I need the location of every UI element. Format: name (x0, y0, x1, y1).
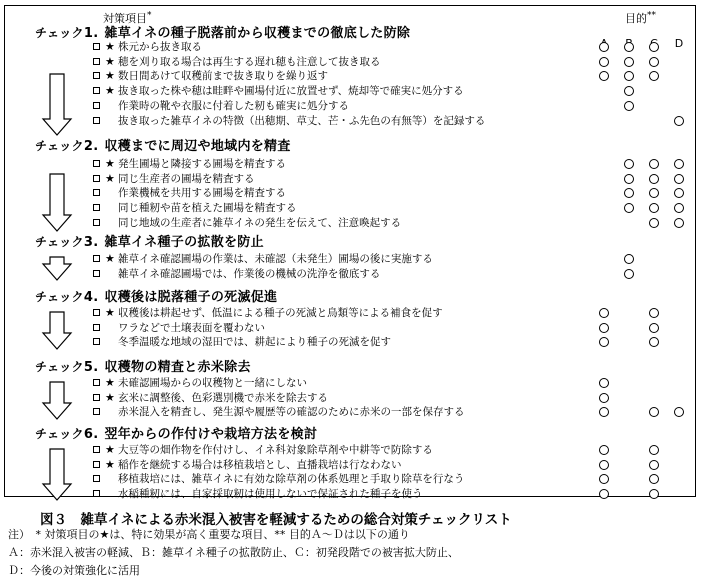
checkbox[interactable] (93, 446, 100, 453)
purpose-mark-circle-icon (649, 218, 659, 228)
purpose-mark-circle-icon (649, 337, 659, 347)
checkbox[interactable] (93, 87, 100, 94)
section-check-label: チェック (35, 139, 84, 153)
purpose-mark-circle-icon (649, 323, 659, 333)
star-icon: ★ (105, 157, 115, 170)
star-icon: ★ (105, 390, 115, 404)
purpose-mark-circle-icon (649, 203, 659, 213)
item-text: 数日間あけて収穫前まで抜き取りを繰り返す (118, 70, 328, 83)
purpose-mark-circle-icon (599, 489, 609, 499)
measures-header-label: 対策項目 (103, 12, 147, 25)
section-heading: 雑草イネの種子脱落前から収穫までの徹底した防除 (104, 26, 411, 41)
purpose-mark-circle-icon (649, 71, 659, 81)
item-text: 作業機械を共用する圃場を精査する (118, 187, 286, 200)
star-icon: ★ (105, 376, 115, 389)
section-check-label: チェック (35, 360, 84, 374)
section-heading: 収穫物の精査と赤米除去 (104, 360, 251, 375)
purpose-mark-circle-icon (649, 174, 659, 184)
purpose-mark-circle-icon (649, 188, 659, 198)
purpose-mark-circle-icon (599, 308, 609, 318)
section-number: 2. (83, 139, 99, 154)
down-arrow-icon (41, 173, 73, 233)
star-icon: ★ (105, 443, 115, 456)
purpose-mark-circle-icon (599, 393, 609, 403)
section-heading: 雑草イネ種子の拡散を防止 (104, 235, 264, 250)
checkbox[interactable] (93, 394, 100, 401)
section-title (35, 289, 277, 306)
section-title (35, 234, 264, 251)
section-number: 6. (83, 427, 99, 442)
item-text: 稲作を継続する場合は移植栽培とし、直播栽培は行なわない (118, 458, 402, 471)
checkbox[interactable] (93, 117, 100, 124)
purpose-mark-circle-icon (624, 174, 634, 184)
purpose-mark-circle-icon (624, 86, 634, 96)
item-text: 作業時の靴や衣服に付着した籾も確実に処分する (118, 99, 349, 112)
item-text: 発生圃場と隣接する圃場を精査する (118, 158, 286, 170)
section-check-label: チェック (35, 427, 84, 441)
purpose-mark-circle-icon (649, 159, 659, 169)
purpose-mark-circle-icon (599, 460, 609, 470)
purpose-mark-circle-icon (599, 42, 609, 52)
purpose-mark-circle-icon (599, 71, 609, 81)
purpose-mark-circle-icon (649, 407, 659, 417)
item-text: 大豆等の畑作物を作付けし、イネ科対象除草剤や中耕等で防除する (118, 444, 433, 456)
section-title (35, 25, 410, 42)
star-icon: ★ (105, 54, 115, 68)
checkbox[interactable] (93, 255, 100, 262)
purpose-mark-circle-icon (649, 42, 659, 52)
down-arrow-icon (41, 381, 73, 421)
purpose-header-label: 目的 (625, 12, 647, 25)
column-header-d: D (674, 37, 684, 50)
checkbox[interactable] (93, 102, 100, 109)
section-check-label: チェック (35, 290, 84, 304)
checkbox[interactable] (93, 43, 100, 50)
star-icon: ★ (105, 171, 115, 185)
checkbox[interactable] (93, 408, 100, 415)
checkbox[interactable] (93, 204, 100, 211)
item-text: 雑草イネ確認圃場の作業は、未確認（未発生）圃場の後に実施する (118, 253, 433, 265)
section-title (35, 138, 291, 155)
item-text: 同じ生産者の圃場を精査する (118, 172, 255, 185)
section-number: 3. (83, 235, 99, 250)
checkbox[interactable] (93, 379, 100, 386)
star-icon: ★ (105, 252, 115, 265)
purpose-mark-circle-icon (599, 407, 609, 417)
item-text: 収穫後は耕起せず、低温による種子の死滅と鳥類等による補食を促す (118, 307, 443, 319)
figure-caption (40, 508, 512, 528)
section-heading: 翌年からの作付けや栽培方法を検討 (104, 427, 318, 442)
purpose-mark-circle-icon (624, 71, 634, 81)
purpose-mark-circle-icon (649, 460, 659, 470)
item-text: 抜き取った株や穂は畦畔や圃場付近に放置せず、焼却等で確実に処分する (118, 85, 464, 98)
section-number: 4. (83, 290, 99, 305)
purpose-mark-circle-icon (599, 337, 609, 347)
note-line-1: 注） * 対策項目の★は、特に効果が高く重要な項目、** 目的Ａ～Ｄは以下の通り (8, 528, 410, 541)
checkbox[interactable] (93, 309, 100, 316)
item-text: 同じ種籾や苗を植えた圃場を精査する (118, 202, 297, 215)
measures-header (103, 12, 152, 25)
checkbox[interactable] (93, 72, 100, 79)
checkbox[interactable] (93, 324, 100, 331)
purpose-mark-circle-icon (599, 474, 609, 484)
purpose-mark-circle-icon (674, 188, 684, 198)
purpose-mark-circle-icon (599, 378, 609, 388)
figure-number: 図３ (40, 512, 67, 528)
item-text: 赤米混入を精査し、発生源や履歴等の確認のために赤米の一部を保存する (118, 406, 465, 419)
checklist-frame (4, 5, 696, 501)
purpose-mark-circle-icon (649, 57, 659, 67)
checkbox[interactable] (93, 461, 100, 468)
purpose-mark-circle-icon (624, 101, 634, 111)
purpose-mark-circle-icon (674, 116, 684, 126)
checkbox[interactable] (93, 270, 100, 277)
star-icon: ★ (105, 69, 115, 83)
checkbox[interactable] (93, 189, 100, 196)
star-icon: ★ (105, 40, 115, 53)
measures-header-mark: * (147, 10, 152, 21)
purpose-mark-circle-icon (649, 445, 659, 455)
purpose-mark-circle-icon (624, 188, 634, 198)
checkbox[interactable] (93, 490, 100, 497)
purpose-mark-circle-icon (599, 323, 609, 333)
checkbox[interactable] (93, 175, 100, 182)
section-check-label: チェック (35, 235, 84, 249)
purpose-mark-circle-icon (599, 57, 609, 67)
purpose-mark-circle-icon (674, 407, 684, 417)
item-text: 抜き取った雑草イネの特徴（出穂期、草丈、芒・ふ先色の有無等）を記録する (118, 114, 486, 127)
purpose-mark-circle-icon (624, 269, 634, 279)
purpose-mark-circle-icon (674, 203, 684, 213)
purpose-mark-circle-icon (649, 308, 659, 318)
purpose-mark-circle-icon (624, 42, 634, 52)
purpose-mark-circle-icon (649, 489, 659, 499)
checkbox[interactable] (93, 160, 100, 167)
purpose-mark-circle-icon (624, 203, 634, 213)
item-text: 未確認圃場からの収穫物と一緒にしない (118, 377, 307, 389)
purpose-mark-circle-icon (624, 57, 634, 67)
purpose-mark-circle-icon (624, 254, 634, 264)
item-text: ワラなどで土壌表面を覆わない (118, 321, 265, 334)
checkbox[interactable] (93, 475, 100, 482)
item-text: 株元から抜き取る (118, 41, 202, 53)
star-icon: ★ (105, 306, 115, 319)
down-arrow-icon (41, 448, 73, 502)
purpose-header-mark: ** (647, 10, 656, 21)
section-heading: 収穫までに周辺や地域内を精査 (104, 139, 291, 154)
down-arrow-icon (41, 73, 73, 137)
checkbox[interactable] (93, 58, 100, 65)
item-text: 雑草イネ確認圃場では、作業後の機械の洗浄を徹底する (118, 267, 381, 280)
purpose-mark-circle-icon (599, 445, 609, 455)
section-heading: 収穫後は脱落種子の死滅促進 (104, 290, 278, 305)
note-line-2: Ａ：赤米混入被害の軽減、Ｂ：雑草イネ種子の拡散防止、Ｃ：初発段階での被害拡大防止、 (8, 546, 459, 559)
section-check-label: チェック (35, 26, 84, 40)
figure-title: 雑草イネによる赤米混入被害を軽減するための総合対策チェックリスト (80, 512, 512, 528)
section-title (35, 359, 251, 376)
star-icon: ★ (105, 84, 115, 98)
checkbox[interactable] (93, 219, 100, 226)
note-line-3: Ｄ：今後の対策強化に活用 (8, 564, 140, 577)
purpose-mark-circle-icon (624, 159, 634, 169)
item-text: 穂を刈り取る場合は再生する遅れ穂も注意して抜き取る (118, 55, 381, 68)
purpose-mark-circle-icon (649, 474, 659, 484)
purpose-mark-circle-icon (674, 159, 684, 169)
item-text: 水稲種籾には、自家採取籾は使用しないで保証された種子を使う (118, 488, 423, 501)
checkbox[interactable] (93, 338, 100, 345)
star-icon: ★ (105, 457, 115, 471)
section-number: 5. (83, 360, 99, 375)
down-arrow-icon (41, 256, 73, 282)
purpose-mark-circle-icon (674, 174, 684, 184)
purpose-mark-circle-icon (674, 218, 684, 228)
section-number: 1. (83, 26, 99, 41)
down-arrow-icon (41, 311, 73, 351)
item-text: 玄米に調整後、色彩選別機で赤米を除去する (118, 391, 328, 404)
item-text: 冬季温暖な地域の湿田では、耕起により種子の死滅を促す (118, 336, 391, 349)
section-title (35, 426, 317, 443)
purpose-header (625, 12, 656, 25)
item-text: 同じ地域の生産者に雑草イネの発生を伝えて、注意喚起する (118, 216, 402, 229)
item-text: 移植栽培には、雑草イネに有効な除草剤の体系処理と手取り除草を行なう (118, 473, 465, 486)
